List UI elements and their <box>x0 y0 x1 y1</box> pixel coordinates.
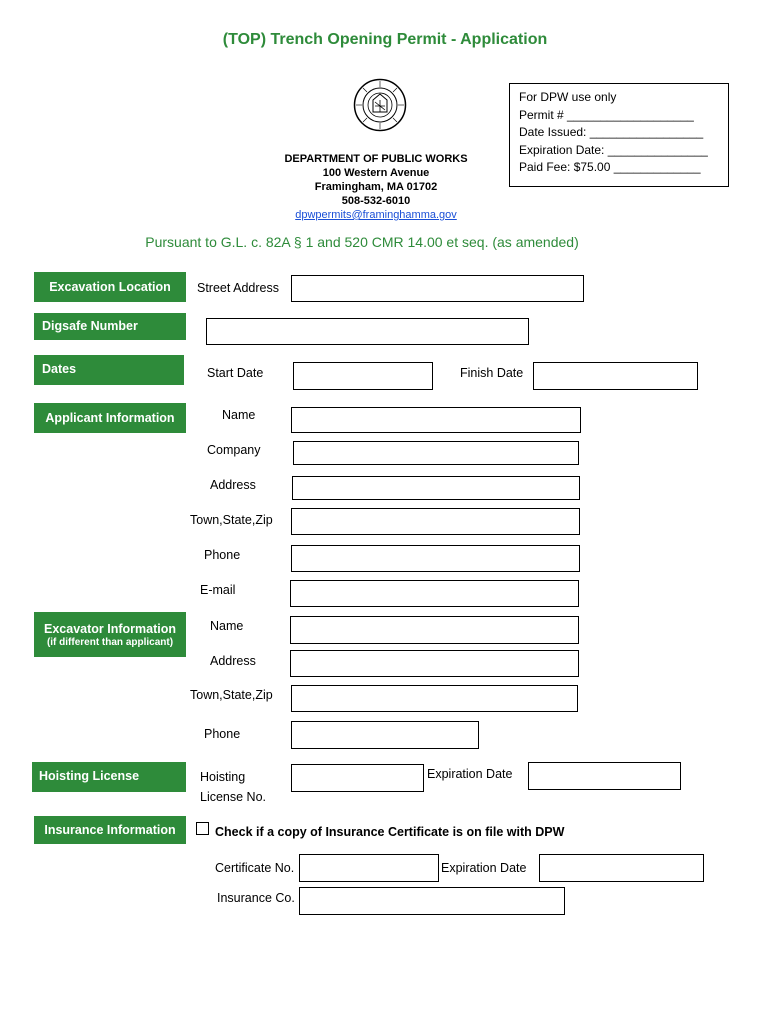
applicant-address-label: Address <box>210 478 256 492</box>
excavator-name-label: Name <box>210 619 244 633</box>
digsafe-number-field[interactable] <box>206 318 529 345</box>
excavator-phone-label: Phone <box>204 727 241 741</box>
applicant-name-label: Name <box>222 408 256 422</box>
start-date-field[interactable] <box>293 362 433 390</box>
applicant-email-label: E-mail <box>200 583 236 597</box>
insurance-company-field[interactable] <box>299 887 565 915</box>
section-applicant-information: Applicant Information <box>34 403 186 433</box>
section-dates: Dates <box>34 355 184 385</box>
certificate-number-label: Certificate No. <box>215 861 295 875</box>
excavator-town-state-zip-label: Town,State,Zip <box>190 688 273 702</box>
applicant-phone-field[interactable] <box>291 545 580 572</box>
finish-date-field[interactable] <box>533 362 698 390</box>
department-address-line1: 100 Western Avenue <box>322 167 430 179</box>
hoisting-license-number-field[interactable] <box>291 764 424 792</box>
hoisting-license-label <box>200 767 266 807</box>
street-address-label: Street Address <box>197 281 279 295</box>
excavator-town-state-zip-field[interactable] <box>291 685 578 712</box>
applicant-email-field[interactable] <box>290 580 579 607</box>
section-excavation-location: Excavation Location <box>34 272 186 302</box>
certificate-number-field[interactable] <box>299 854 439 882</box>
dpw-date-issued: Date Issued: _________________ <box>519 125 704 139</box>
dpw-use-only-box <box>509 83 729 187</box>
section-digsafe: Digsafe Number <box>34 313 186 340</box>
dpw-expiration-date: Expiration Date: _______________ <box>519 142 708 157</box>
insurance-on-file-checkbox[interactable] <box>196 822 209 835</box>
excavator-name-field[interactable] <box>290 616 579 644</box>
department-name: DEPARTMENT OF PUBLIC WORKS <box>284 153 468 165</box>
pursuant-statement: Pursuant to G.L. c. 82A § 1 and 520 CMR 14.00 et seq. (as amended) <box>145 234 579 250</box>
section-insurance-information: Insurance Information <box>34 816 186 844</box>
finish-date-label: Finish Date <box>460 366 524 380</box>
excavator-address-field[interactable] <box>290 650 579 677</box>
applicant-name-field[interactable] <box>291 407 581 433</box>
department-address-line2: Framingham, MA 01702 <box>314 181 438 193</box>
insurance-on-file-label: Check if a copy of Insurance Certificate is on file with DPW <box>215 825 565 839</box>
department-phone: 508-532-6010 <box>341 195 411 207</box>
applicant-town-state-zip-label: Town,State,Zip <box>190 513 273 527</box>
excavator-address-label: Address <box>210 654 256 668</box>
applicant-company-label: Company <box>207 443 261 457</box>
applicant-address-field[interactable] <box>292 476 580 500</box>
excavator-phone-field[interactable] <box>291 721 479 749</box>
department-email-link[interactable]: dpwpermits@framinghamma.gov <box>295 209 457 221</box>
insurance-expiration-date-label: Expiration Date <box>441 861 527 875</box>
insurance-company-label: Insurance Co. <box>217 891 295 905</box>
section-excavator-information <box>34 612 186 657</box>
applicant-phone-label: Phone <box>204 548 241 562</box>
city-seal-icon <box>353 78 407 132</box>
excavator-section-subtitle: (if different than applicant) <box>46 637 174 648</box>
start-date-label: Start Date <box>207 366 264 380</box>
hoisting-label-line1: Hoisting <box>200 770 246 784</box>
insurance-expiration-date-field[interactable] <box>539 854 704 882</box>
applicant-company-field[interactable] <box>293 441 579 465</box>
applicant-town-state-zip-field[interactable] <box>291 508 580 535</box>
page-title: (TOP) Trench Opening Permit - Application <box>222 31 548 48</box>
street-address-field[interactable] <box>291 275 584 302</box>
hoisting-expiration-date-label: Expiration Date <box>427 767 513 781</box>
dpw-permit-number: Permit # ___________________ <box>519 107 694 122</box>
dpw-box-heading: For DPW use only <box>519 90 617 104</box>
hoisting-label-line2: License No. <box>200 790 267 804</box>
dpw-paid-fee: Paid Fee: $75.00 _____________ <box>519 160 701 174</box>
section-hoisting-license: Hoisting License <box>32 762 186 792</box>
department-info <box>266 152 486 222</box>
excavator-section-title: Excavator Information <box>44 622 176 636</box>
hoisting-expiration-date-field[interactable] <box>528 762 681 790</box>
